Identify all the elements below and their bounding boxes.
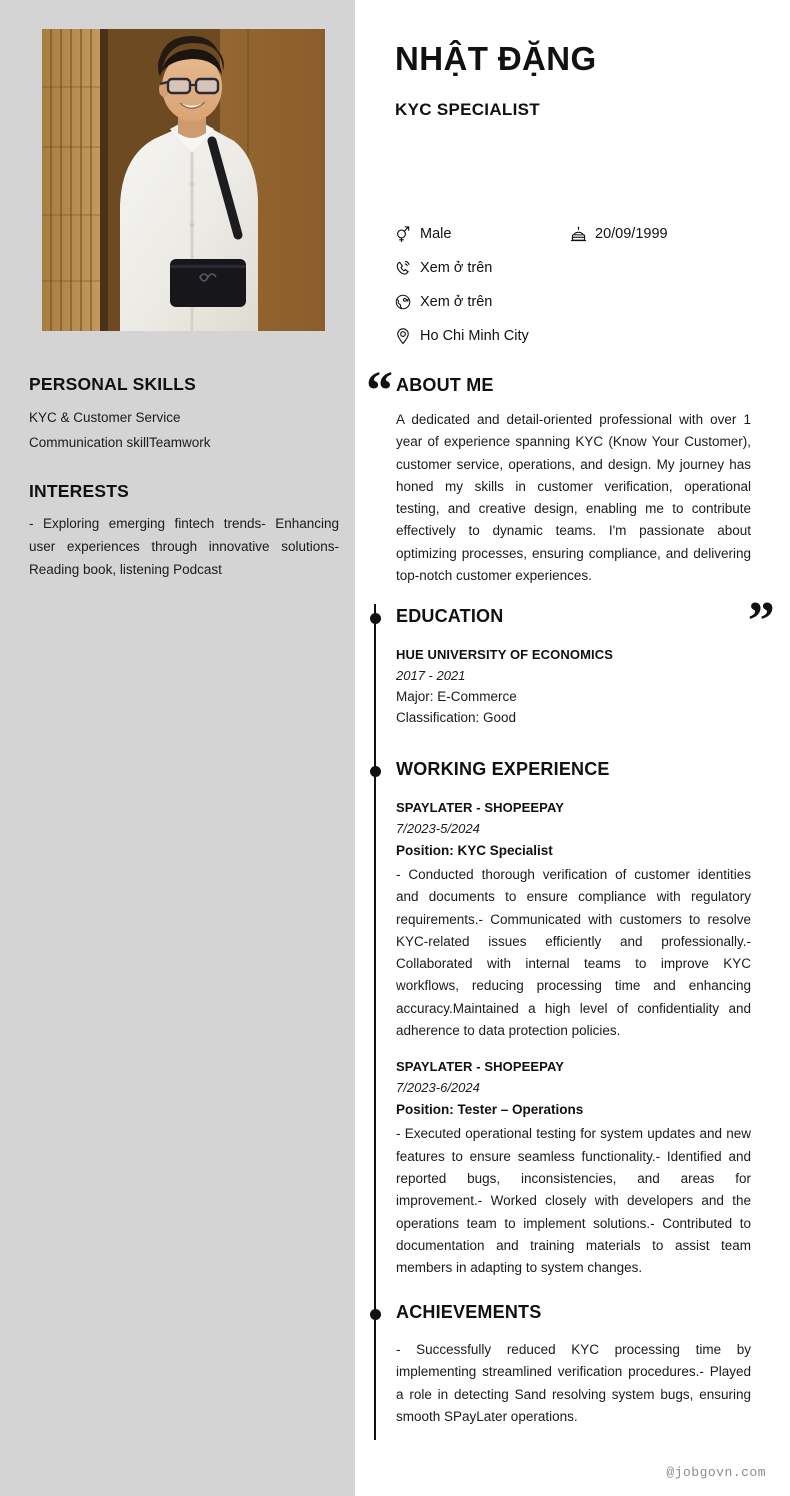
interests-section xyxy=(29,481,339,581)
quote-open-icon: “ xyxy=(366,360,393,420)
education-dates: 2017 - 2021 xyxy=(396,668,466,683)
web-value: Xem ở trên xyxy=(420,294,493,310)
contact-row xyxy=(393,319,783,353)
experience-heading: WORKING EXPERIENCE xyxy=(396,759,610,779)
education-entry xyxy=(396,644,751,728)
education-major: Major: E-Commerce xyxy=(396,689,517,704)
interests-heading: INTERESTS xyxy=(29,481,130,501)
education-school: HUE UNIVERSITY OF ECONOMICS xyxy=(396,647,613,662)
personal-skills-heading: PERSONAL SKILLS xyxy=(29,374,197,394)
contact-web xyxy=(393,292,492,312)
timeline-dot-achievements xyxy=(370,1309,381,1320)
globe-icon xyxy=(393,292,413,312)
achievements-text: - Successfully reduced KYC processing time by implementing streamlined verification procedures.- Played a role in detecting Sand resolving system bugs, ensuring smooth SPayLater operations. xyxy=(396,1342,751,1424)
experience-description: - Conducted thorough verification of customer identities and documents to ensure compliance with regulatory requirements.- Communicated with customers to resolve KYC-related issues efficiently and professionally.- Collaborated with internal teams to improve KYC workflows, reducing processing time and enhancing accuracy.Maintained a high level of confidentiality and adherence to data protection policies. xyxy=(396,867,751,1039)
contact-gender xyxy=(393,224,568,244)
experience-dates: 7/2023-5/2024 xyxy=(396,821,480,836)
contact-row xyxy=(393,251,783,285)
experience-entry xyxy=(396,797,751,1042)
spacer xyxy=(396,1042,751,1056)
experience-dates: 7/2023-6/2024 xyxy=(396,1080,480,1096)
contact-row xyxy=(393,217,783,251)
experience-position: Position: Tester – Operations xyxy=(396,1102,584,1118)
page-title: NHẬT ĐẶNG xyxy=(395,40,597,77)
experience-company: SPAYLATER - SHOPEEPAY xyxy=(396,1059,565,1075)
watermark: @jobgovn.com xyxy=(666,1465,766,1480)
experience-list xyxy=(396,797,751,1279)
profile-photo-image xyxy=(42,29,325,331)
personal-skills-section xyxy=(29,374,339,455)
gender-value: Male xyxy=(420,226,452,242)
experience-entry xyxy=(396,1056,751,1279)
education-classification: Classification: Good xyxy=(396,710,517,725)
phone-value: Xem ở trên xyxy=(420,260,493,276)
contact-row xyxy=(393,285,783,319)
interests-text: - Exploring emerging fintech trends- Enhancing user experiences through innovative solutions-Reading book, listening Podcast xyxy=(29,516,339,577)
profile-photo xyxy=(42,29,325,331)
contact-location xyxy=(393,326,529,346)
location-value: Ho Chi Minh City xyxy=(420,328,529,344)
achievements-body xyxy=(396,1339,751,1428)
about-me-text: A dedicated and detail-oriented professional with over 1 year of experience spanning KYC (Know Your Customer), customer service, operations, and design. My journey has honed my skills in customer verification, operational testing, and creative design, enabling me to contribute effectively to dynamic teams. I'm passionate about optimizing processes, ensuring compliance, and delivering top-notch customer experiences. xyxy=(396,412,751,584)
education-heading: EDUCATION xyxy=(396,606,504,626)
skill-item: Communication skillTeamwork xyxy=(29,435,211,450)
sidebar xyxy=(0,0,355,1496)
skill-item: KYC & Customer Service xyxy=(29,410,181,425)
about-me-heading: ABOUT ME xyxy=(396,375,494,395)
contact-birthday xyxy=(568,224,668,244)
experience-position: Position: KYC Specialist xyxy=(396,843,553,858)
experience-company: SPAYLATER - SHOPEEPAY xyxy=(396,800,565,815)
timeline-dot-experience xyxy=(370,766,381,777)
location-pin-icon xyxy=(393,326,413,346)
timeline-dot-education xyxy=(370,613,381,624)
birthday-value: 20/09/1999 xyxy=(595,226,668,242)
contact-info xyxy=(393,217,783,353)
phone-icon xyxy=(393,258,413,278)
job-title: KYC SPECIALIST xyxy=(395,100,540,119)
birthday-cake-icon xyxy=(568,224,588,244)
achievements-heading: ACHIEVEMENTS xyxy=(396,1302,542,1322)
contact-phone xyxy=(393,258,492,278)
experience-description: - Executed operational testing for system updates and new features to ensure seamless functionality.- Identified and reported bugs, inconsistencies, and areas for improvement.- Worked closely with developers and the operations team to implement solutions.- Contributed to documentation and training materials to assist team members in adapting to system changes. xyxy=(396,1126,751,1276)
gender-icon xyxy=(393,224,413,244)
quote-close-icon: “ xyxy=(748,571,775,631)
